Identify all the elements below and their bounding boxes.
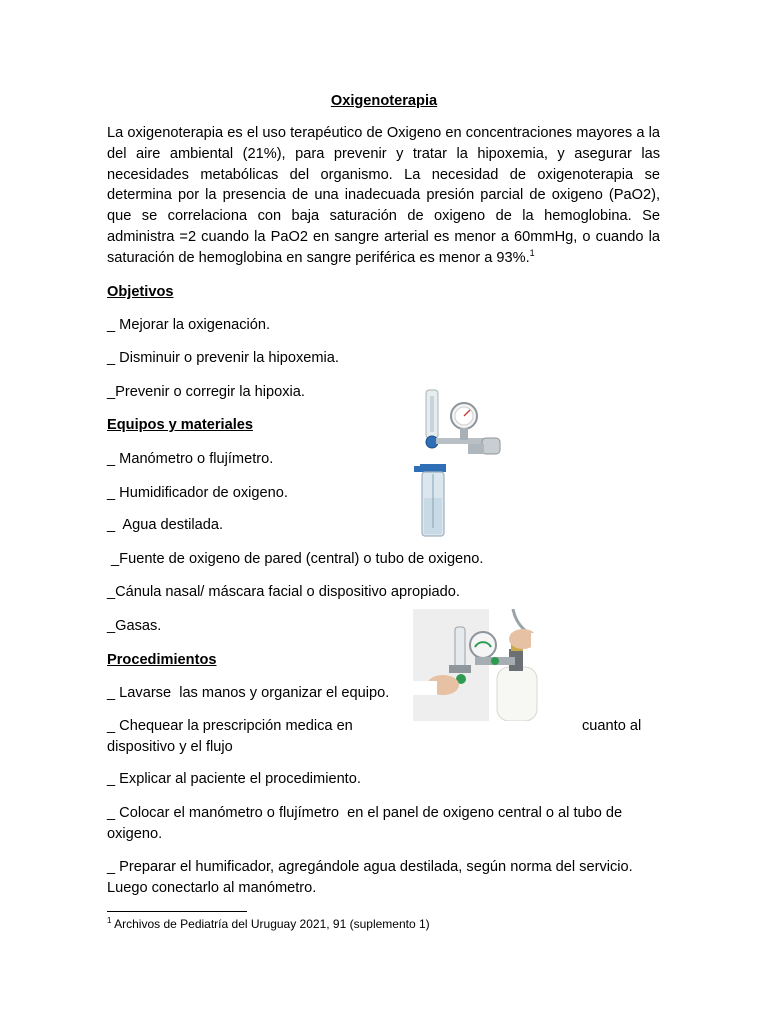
intro-paragraph (107, 123, 660, 269)
footnote-mark: 1 (107, 916, 112, 925)
objetivo-item: _ Disminuir o prevenir la hipoxemia. (107, 350, 339, 366)
procedimiento-item: _ Explicar al paciente el procedimiento. (107, 771, 361, 787)
procedimiento-item-cont: Luego conectarlo al manómetro. (107, 880, 317, 896)
equipo-item: _Gasas. (107, 618, 162, 634)
equipo-item: _ Manómetro o flujímetro. (107, 451, 274, 467)
procedimiento-item-cont: dispositivo y el flujo (107, 739, 233, 755)
equipo-item: _Cánula nasal/ máscara facial o dispositivo apropiado. (107, 584, 460, 600)
procedimiento-item-cont: cuanto al (582, 718, 642, 734)
equipos-heading: Equipos y materiales (107, 417, 253, 433)
objetivos-heading: Objetivos (107, 284, 174, 300)
intro-text: La oxigenoterapia es el uso terapéutico de Oxigeno en concentraciones mayores a la del aire ambiental (21%), para prevenir y tratar la hipoxemia, y asegurar las necesidades metabólicas del organismo. La necesidad de oxigenoterapia se determina por la presencia de una inadecuada presión parcial de oxigeno (PaO2), que se correlaciona con baja saturación de oxigeno de la hemoglobina. Se administra =2 cuando la PaO2 en sangre arterial es menor a 60mmHg, o cuando la saturación de hemoglobina en sangre periférica es menor a 93%. (107, 125, 660, 266)
procedimiento-item: _ Colocar el manómetro o flujímetro en el panel de oxigeno central o al tubo de (107, 805, 623, 821)
equipo-item: _Fuente de oxigeno de pared (central) o tubo de oxigeno. (107, 551, 484, 567)
procedimientos-heading: Procedimientos (107, 652, 217, 668)
equipo-item: _ Agua destilada. (107, 517, 224, 533)
equipo-item: _ Humidificador de oxigeno. (107, 485, 288, 501)
page-title: Oxigenoterapia (330, 93, 438, 109)
procedimiento-item: _ Lavarse las manos y organizar el equipo. (107, 685, 390, 701)
footnote-ref[interactable]: 1 (529, 247, 535, 258)
procedimiento-item-cont: oxigeno. (107, 826, 163, 842)
procedimiento-item: _ Chequear la prescripción medica en (107, 718, 353, 734)
flowmeter-humidifier-illustration (412, 388, 504, 540)
objetivo-item: _ Mejorar la oxigenación. (107, 317, 271, 333)
footnote-divider (107, 911, 247, 912)
footnote (107, 917, 430, 932)
flowmeter-humidifier-image (412, 388, 504, 540)
procedimiento-item: _ Preparar el humificador, agregándole agua destilada, según norma del servicio. (107, 859, 633, 875)
oxygen-cylinder-illustration (413, 609, 570, 721)
footnote-text: Archivos de Pediatría del Uruguay 2021, 91 (suplemento 1) (111, 917, 430, 931)
oxygen-cylinder-image (413, 609, 570, 721)
objetivo-item: _Prevenir o corregir la hipoxia. (107, 384, 305, 400)
